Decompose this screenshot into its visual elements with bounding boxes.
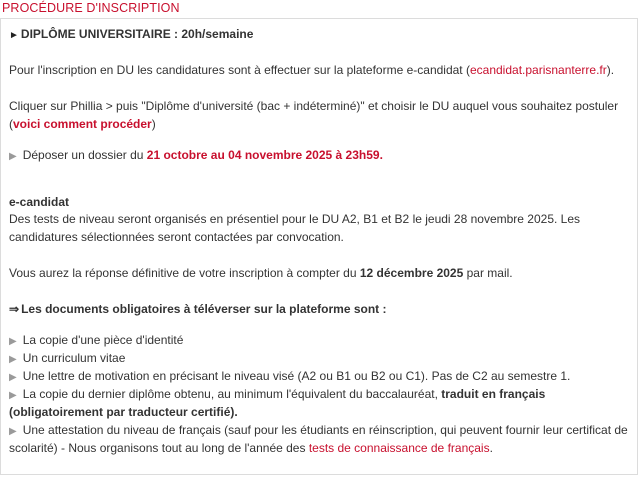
- platform-text-end: ).: [606, 63, 615, 77]
- procedure-link[interactable]: voici comment procéder: [13, 117, 152, 131]
- paren-close: ): [151, 117, 156, 131]
- triangle-right-icon: ▶: [9, 426, 17, 437]
- platform-text: Pour l'inscription en DU les candidatures sont à effectuer sur la plateforme e-candidat (: [9, 63, 470, 77]
- doc-item-label-end: .: [489, 441, 493, 455]
- french-tests-link[interactable]: tests de connaissance de français: [308, 441, 490, 455]
- triangle-right-icon: ▶: [9, 151, 17, 162]
- doc-item-diploma-note: (obligatoirement par traducteur certifié).: [9, 405, 238, 419]
- doc-item-emphasis: traduit en français: [441, 387, 546, 401]
- documents-heading: Les documents obligatoires à téléverser sur la plateforme sont :: [21, 302, 387, 316]
- deposit-dates: 21 octobre au 04 novembre 2025 à 23h59.: [146, 148, 383, 162]
- deposit-text: Déposer un dossier du: [22, 148, 147, 162]
- triangle-right-icon: ▶: [9, 336, 17, 347]
- triangle-right-icon: ▶: [9, 390, 17, 401]
- doc-item-french-level: [9, 422, 628, 440]
- phillia-instructions: Cliquer sur Phillia > puis "Diplôme d'université (bac + indéterminé)" et choisir le DU auquel vous souhaitez postuler: [9, 99, 619, 113]
- response-date: 12 décembre 2025: [359, 266, 464, 280]
- ecandidat-line-1: Des tests de niveau seront organisés en présentiel pour le DU A2, B1 et B2 le jeudi 28 novembre 2025. Les: [9, 212, 581, 226]
- doc-item-label: La copie d'une pièce d'identité: [22, 333, 184, 347]
- section-title-row: [9, 26, 253, 44]
- ecandidat-title: e-candidat: [9, 195, 70, 209]
- paren-open: (: [9, 117, 13, 131]
- ecandidat-line-2: candidatures sélectionnées seront contactées par convocation.: [9, 230, 344, 244]
- triangle-right-icon: ►: [9, 30, 19, 41]
- doc-item-french-level-cont: [9, 440, 493, 457]
- ecandidat-link[interactable]: ecandidat.parisnanterre.fr: [469, 63, 607, 77]
- procedure-link-row: [9, 116, 156, 133]
- platform-paragraph: [9, 62, 614, 79]
- doc-item-label: Une attestation du niveau de français (sauf pour les étudiants en réinscription, qui peuvent fournir leur certificat de: [22, 423, 628, 437]
- doc-item-label: Un curriculum vitae: [22, 351, 126, 365]
- deposit-row: [9, 147, 383, 165]
- content-panel: [0, 18, 638, 475]
- doc-item-diploma: [9, 386, 545, 404]
- response-text-end: par mail.: [463, 266, 513, 280]
- triangle-right-icon: ▶: [9, 354, 17, 365]
- doc-item-label: La copie du dernier diplôme obtenu, au minimum l'équivalent du baccalauréat,: [22, 387, 442, 401]
- response-row: [9, 265, 513, 282]
- doc-item-motivation: [9, 368, 570, 386]
- response-text: Vous aurez la réponse définitive de votre inscription à compter du: [9, 266, 360, 280]
- doc-item-identity: [9, 332, 183, 350]
- section-title: DIPLÔME UNIVERSITAIRE : 20h/semaine: [20, 27, 254, 41]
- doc-item-label: Une lettre de motivation en précisant le niveau visé (A2 ou B1 ou B2 ou C1). Pas de C2 au semestre 1.: [22, 369, 571, 383]
- doc-item-label: scolarité) - Nous organisons tout au long de l'année des: [9, 441, 309, 455]
- triangle-right-icon: ▶: [9, 372, 17, 383]
- page-title: PROCÉDURE D'INSCRIPTION: [2, 1, 180, 15]
- documents-heading-row: [9, 301, 387, 318]
- double-arrow-icon: ⇒: [9, 302, 20, 316]
- doc-item-cv: [9, 350, 125, 368]
